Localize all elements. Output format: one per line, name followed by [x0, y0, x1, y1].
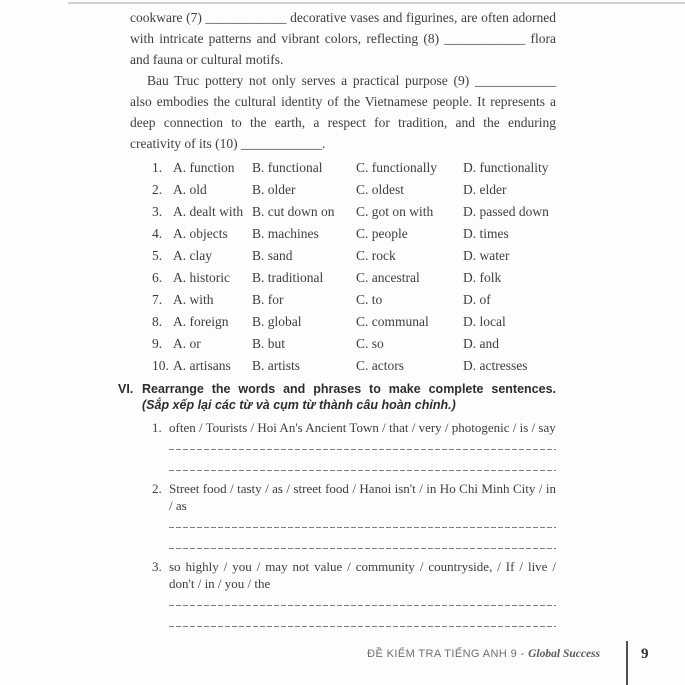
option-b: B. global	[252, 314, 302, 329]
option-c: C. people	[356, 226, 408, 241]
option-a: A. or	[173, 336, 201, 351]
answer-blank-line	[169, 606, 556, 627]
option-a: A. artisans	[173, 358, 231, 373]
section-vi-titles	[142, 381, 556, 413]
question-row-4	[152, 223, 556, 245]
option-b: B. sand	[252, 248, 293, 263]
option-b: B. machines	[252, 226, 319, 241]
footer-page-number: 9	[641, 646, 649, 662]
footer-book-title	[367, 641, 600, 685]
section-vi-title-english: Rearrange the words and phrases to make complete sentences.	[142, 382, 556, 396]
option-c: C. rock	[356, 248, 396, 263]
option-c: C. got on with	[356, 204, 434, 219]
option-b: B. functional	[252, 160, 323, 175]
section-vi-title-vietnamese: (Sắp xếp lại các từ và cụm từ thành câu hoàn chỉnh.)	[142, 398, 456, 412]
question-row-9	[152, 333, 556, 355]
option-d: D. folk	[463, 270, 502, 285]
option-a: A. with	[173, 292, 214, 307]
answer-blank-line	[169, 450, 556, 471]
option-a: A. objects	[173, 226, 228, 241]
rearrange-item-2	[130, 480, 556, 549]
question-row-5	[152, 245, 556, 267]
footer-book-title-text: ĐỀ KIỂM TRA TIẾNG ANH 9 -	[367, 648, 529, 660]
option-a: A. foreign	[173, 314, 229, 329]
answer-blank-line	[169, 436, 556, 450]
question-row-7	[152, 289, 556, 311]
question-number: 1.	[152, 160, 163, 175]
option-d: D. times	[463, 226, 509, 241]
answer-blank-line	[169, 592, 556, 606]
option-b: B. but	[252, 336, 286, 351]
answer-blank-line	[169, 528, 556, 549]
question-row-6	[152, 267, 556, 289]
item-words: so highly / you / may not value / community / countryside, / If / live / don't / in / you / the	[169, 559, 556, 591]
section-vi-heading	[118, 381, 556, 413]
item-body	[169, 419, 556, 471]
option-d: D. local	[463, 314, 506, 329]
page-content	[118, 7, 556, 627]
question-number: 5.	[152, 248, 163, 263]
question-number: 4.	[152, 226, 163, 241]
item-number: 3.	[152, 559, 162, 574]
option-d: D. actresses	[463, 358, 528, 373]
option-a: A. historic	[173, 270, 230, 285]
item-body	[169, 480, 556, 549]
question-number: 3.	[152, 204, 163, 219]
option-b: B. for	[252, 292, 284, 307]
item-words: often / Tourists / Hoi An's Ancient Town / that / very / photogenic / is / say	[169, 420, 556, 435]
option-d: D. water	[463, 248, 510, 263]
section-vi-label: VI.	[118, 382, 134, 396]
question-number: 9.	[152, 336, 163, 351]
question-row-8	[152, 311, 556, 333]
item-words: Street food / tasty / as / street food / Hanoi isn't / in Ho Chi Minh City / in / as	[169, 481, 556, 513]
question-row-10	[152, 355, 556, 377]
item-number: 1.	[152, 420, 162, 435]
option-b: B. older	[252, 182, 296, 197]
passage-paragraph: cookware (7) ____________ decorative vases and figurines, are often adorned with intricate patterns and vibrant colors, reflecting (8) ____________ flora and fauna or cultural motifs.	[130, 10, 556, 67]
multiple-choice-list	[152, 157, 556, 377]
option-b: B. cut down on	[252, 204, 335, 219]
question-number: 6.	[152, 270, 163, 285]
footer-book-series: Global Success	[528, 648, 600, 660]
question-row-3	[152, 201, 556, 223]
option-a: A. function	[173, 160, 235, 175]
option-a: A. dealt with	[173, 204, 244, 219]
option-c: C. actors	[356, 358, 404, 373]
item-body	[169, 558, 556, 627]
option-a: A. old	[173, 182, 207, 197]
rearrange-item-1	[130, 419, 556, 471]
option-c: C. functionally	[356, 160, 437, 175]
answer-blank-line	[169, 514, 556, 528]
option-c: C. oldest	[356, 182, 405, 197]
question-number: 2.	[152, 182, 163, 197]
page-top-rule	[68, 2, 685, 4]
rearrange-item-3	[130, 558, 556, 627]
option-c: C. communal	[356, 314, 429, 329]
option-d: D. of	[463, 292, 491, 307]
question-number: 8.	[152, 314, 163, 329]
option-c: C. to	[356, 292, 383, 307]
option-c: C. so	[356, 336, 384, 351]
option-a: A. clay	[173, 248, 212, 263]
item-number: 2.	[152, 481, 162, 496]
option-b: B. traditional	[252, 270, 324, 285]
passage-paragraph: Bau Truc pottery not only serves a practical purpose (9) ____________ also embodies the cultural identity of the Vietnamese people. It represents a deep connection to the earth, a respect for tradition, and the enduring creativity of its (10) ____________.	[130, 73, 556, 151]
option-d: D. and	[463, 336, 499, 351]
question-number: 10.	[152, 358, 169, 373]
option-d: D. functionality	[463, 160, 549, 175]
page-footer	[0, 641, 685, 685]
option-d: D. passed down	[463, 204, 549, 219]
option-c: C. ancestral	[356, 270, 420, 285]
question-row-2	[152, 179, 556, 201]
question-row-1	[152, 157, 556, 179]
option-b: B. artists	[252, 358, 301, 373]
option-d: D. elder	[463, 182, 507, 197]
question-number: 7.	[152, 292, 163, 307]
